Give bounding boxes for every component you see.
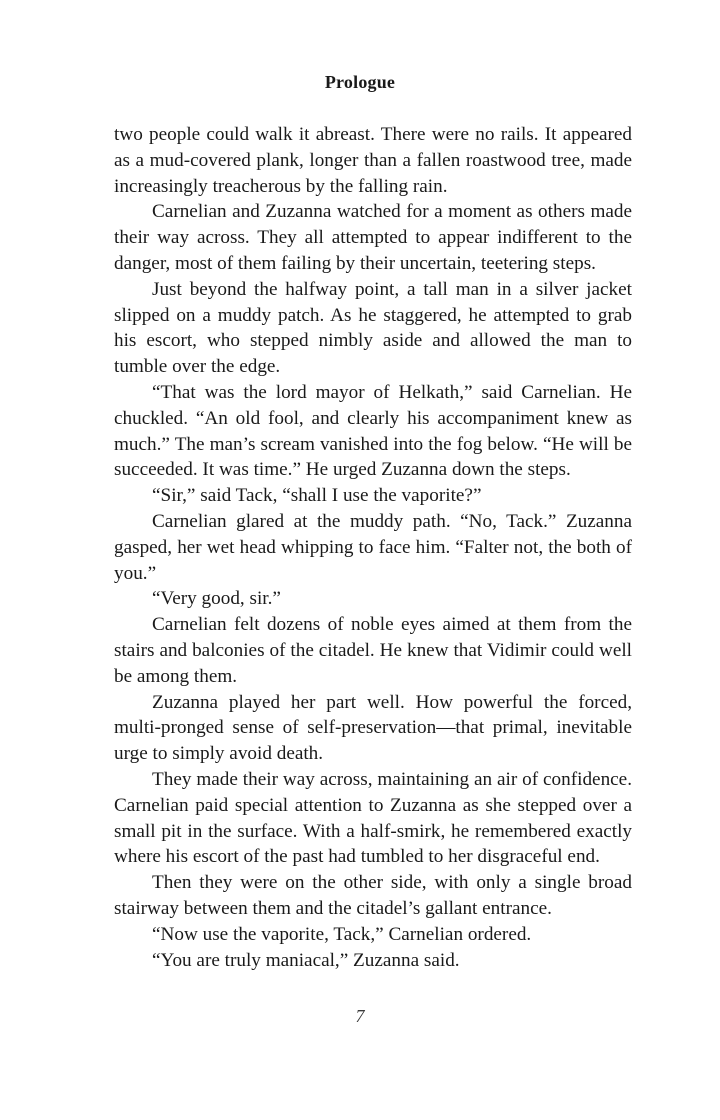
paragraph: Carnelian glared at the muddy path. “No, Tack.” Zuzanna gasped, her wet head whipping to face him. “Falter not, the both of you.” (114, 510, 632, 584)
paragraph: Carnelian and Zuzanna watched for a moment as others made their way across. They all attempted to appear indifferent to the danger, most of them failing by their uncertain, teetering steps. (114, 201, 632, 274)
paragraph: Zuzanna played her part well. How powerful the forced, multi-pronged sense of self-preservation—that primal, inevitable urge to simply avoid death. (114, 691, 632, 765)
paragraph: They made their way across, maintaining an air of confidence. Carnelian paid special attention to Zuzanna as she stepped over a small pit in the surface. With a half-smirk, he remembered exactly where his escort of the past had tumbled to her disgraceful end. (114, 768, 632, 868)
running-head-title: Prologue (324, 72, 396, 92)
body-text (114, 122, 632, 973)
paragraph: “That was the lord mayor of Helkath,” said Carnelian. He chuckled. “An old fool, and clearly his accompaniment knew as much.” The man’s scream vanished into the fog below. “He will be succeeded. It was time.” He urged Zuzanna down the steps. (114, 381, 632, 481)
page-number: 7 (355, 1006, 365, 1026)
paragraph: Just beyond the halfway point, a tall man in a silver jacket slipped on a muddy patch. As he staggered, he attempted to grab his escort, who stepped nimbly aside and allowed the man to tumble over the edge. (114, 278, 632, 378)
paragraph: “Very good, sir.” (152, 588, 281, 610)
paragraph: Then they were on the other side, with only a single broad stairway between them and the citadel’s gallant entrance. (114, 872, 632, 919)
paragraph: “Sir,” said Tack, “shall I use the vaporite?” (152, 485, 482, 507)
paragraph: “Now use the vaporite, Tack,” Carnelian ordered. (152, 923, 532, 945)
paragraph: Carnelian felt dozens of noble eyes aimed at them from the stairs and balconies of the citadel. He knew that Vidimir could well be among them. (114, 614, 632, 687)
paragraph: “You are truly maniacal,” Zuzanna said. (152, 949, 460, 971)
paragraph-continued: two people could walk it abreast. There were no rails. It appeared as a mud-covered plank, longer than a fallen roastwood tree, made increasingly treacherous by the falling rain. (114, 124, 632, 197)
